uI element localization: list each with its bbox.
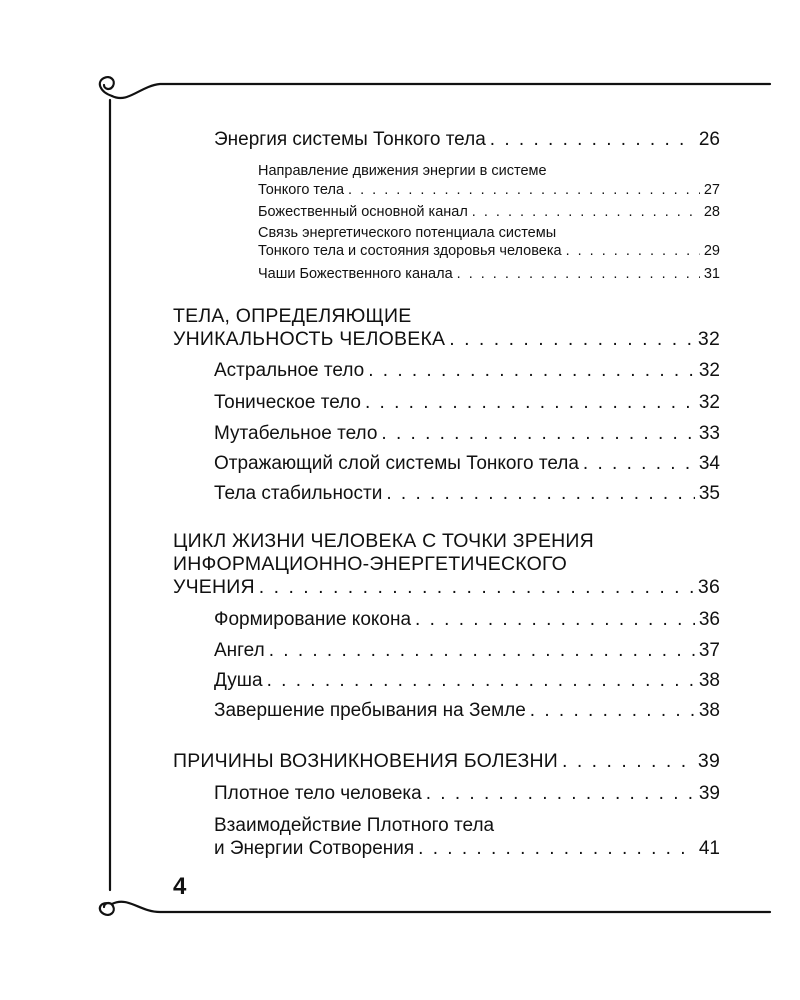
toc-entry[interactable] <box>214 129 720 153</box>
entry-page: 31 <box>703 266 720 282</box>
entry-title: Энергия системы Тонкого тела <box>214 129 486 150</box>
entry-page: 27 <box>703 182 720 198</box>
toc-entry[interactable] <box>214 838 720 862</box>
entry-page: 34 <box>698 453 720 474</box>
entry-title-line1: Связь энергетического потенциала системы <box>258 225 557 241</box>
entry-page: 37 <box>698 640 720 661</box>
toc-section[interactable] <box>173 750 720 774</box>
toc-section[interactable] <box>173 328 720 352</box>
entry-page: 36 <box>698 609 720 630</box>
leader-dots <box>368 360 695 382</box>
toc-entry[interactable] <box>214 453 720 477</box>
entry-title-line1: Взаимодействие Плотного тела <box>214 815 495 836</box>
toc-entry[interactable] <box>214 640 720 664</box>
leader-dots <box>457 266 700 282</box>
entry-title: Тела стабильности <box>214 483 383 504</box>
leader-dots <box>415 609 695 631</box>
entry-page: 38 <box>698 670 720 691</box>
leader-dots <box>566 243 700 259</box>
entry-title: Тоническое тело <box>214 392 361 413</box>
section-page: 32 <box>697 328 720 350</box>
entry-title: Божественный основной канал <box>258 204 468 220</box>
entry-title: Ангел <box>214 640 265 661</box>
leader-dots <box>562 750 694 773</box>
toc-entry[interactable] <box>258 243 720 263</box>
leader-dots <box>386 483 695 505</box>
entry-page: 35 <box>698 483 720 504</box>
toc-entry[interactable] <box>258 266 720 286</box>
entry-title: Отражающий слой системы Тонкого тела <box>214 453 579 474</box>
entry-page: 29 <box>703 243 720 259</box>
entry-title: Тонкого тела <box>258 182 345 198</box>
top-curve <box>112 84 770 98</box>
toc-entry[interactable] <box>258 182 720 202</box>
leader-dots <box>259 576 694 599</box>
bottom-curve <box>112 902 770 912</box>
section-title: УЧЕНИЯ <box>173 576 255 598</box>
leader-dots <box>381 423 694 445</box>
leader-dots <box>269 640 695 662</box>
entry-title: Завершение пребывания на Земле <box>214 700 526 721</box>
section-title: ПРИЧИНЫ ВОЗНИКНОВЕНИЯ БОЛЕЗНИ <box>173 750 559 772</box>
entry-page: 32 <box>698 360 720 381</box>
toc-entry[interactable] <box>214 392 720 416</box>
entry-title: Душа <box>214 670 263 691</box>
entry-page: 33 <box>698 423 720 444</box>
entry-title: Плотное тело человека <box>214 783 422 804</box>
entry-title: Формирование кокона <box>214 609 412 630</box>
leader-dots <box>530 700 695 722</box>
toc-entry[interactable] <box>214 783 720 807</box>
toc-entry[interactable] <box>214 423 720 447</box>
toc-entry[interactable] <box>214 483 720 507</box>
entry-title-line1: Направление движения энергии в системе <box>258 163 547 179</box>
entry-title: Астральное тело <box>214 360 365 381</box>
entry-page: 41 <box>698 838 720 859</box>
leader-dots <box>449 328 694 351</box>
leader-dots <box>490 129 695 151</box>
section-title-line1: ЦИКЛ ЖИЗНИ ЧЕЛОВЕКА С ТОЧКИ ЗРЕНИЯ <box>173 530 594 552</box>
entry-title: Мутабельное тело <box>214 423 378 444</box>
entry-title: Тонкого тела и состояния здоровья человека <box>258 243 562 259</box>
leader-dots <box>365 392 695 414</box>
top-swirl <box>100 77 114 96</box>
entry-page: 26 <box>698 129 720 150</box>
entry-title: Чаши Божественного канала <box>258 266 453 282</box>
leader-dots <box>267 670 695 692</box>
leader-dots <box>583 453 695 475</box>
section-title: УНИКАЛЬНОСТЬ ЧЕЛОВЕКА <box>173 328 446 350</box>
leader-dots <box>418 838 695 860</box>
leader-dots <box>472 204 700 220</box>
entry-title: и Энергии Сотворения <box>214 838 415 859</box>
leader-dots <box>348 182 700 198</box>
entry-page: 39 <box>698 783 720 804</box>
toc-entry[interactable] <box>214 360 720 384</box>
section-title-line2: ИНФОРМАЦИОННО-ЭНЕРГЕТИЧЕСКОГО <box>173 553 567 575</box>
entry-page: 38 <box>698 700 720 721</box>
section-page: 39 <box>697 750 720 772</box>
toc-section[interactable] <box>173 576 720 600</box>
toc-entry[interactable] <box>214 670 720 694</box>
entry-page: 32 <box>698 392 720 413</box>
entry-page: 28 <box>703 204 720 220</box>
page-number: 4 <box>173 873 187 900</box>
leader-dots <box>426 783 695 805</box>
section-title-line1: ТЕЛА, ОПРЕДЕЛЯЮЩИЕ <box>173 305 412 327</box>
toc-entry[interactable] <box>214 700 720 724</box>
section-page: 36 <box>697 576 720 598</box>
toc-entry[interactable] <box>214 609 720 633</box>
toc-entry[interactable] <box>258 204 720 224</box>
